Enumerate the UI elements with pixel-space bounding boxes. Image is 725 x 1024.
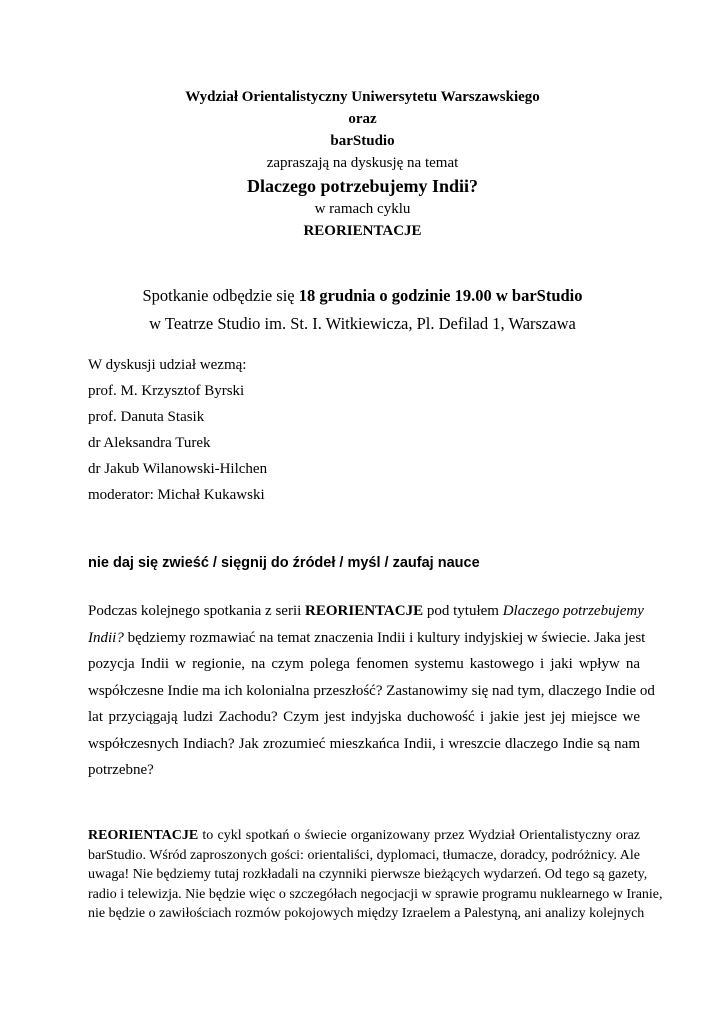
text-run: to cykl spotkań o świecie organizowany przez Wydział Orientalistyczny oraz xyxy=(198,828,640,843)
text-run: będziemy rozmawiać na temat znaczenia Indii i kultury indyjskiej w świecie. Jaka jest xyxy=(123,629,646,646)
series-name: REORIENTACJE xyxy=(303,223,422,239)
paragraph-line: nie będzie o zawiłościach rozmów pokojowych między Izraelem a Palestyną, ani analizy kolejnych xyxy=(88,906,645,921)
participant-4: dr Jakub Wilanowski-Hilchen xyxy=(88,461,268,477)
series-intro: w ramach cyklu xyxy=(314,201,411,217)
paragraph-line xyxy=(88,625,646,652)
title-inline: Dlaczego potrzebujemy xyxy=(502,603,644,619)
paragraph-line xyxy=(88,826,640,846)
paragraph-line: radio i telewizja. Nie będzie więc o szczegółach negocjacji w sprawie programu nuklearnego w Iranie, xyxy=(88,886,663,902)
meeting-when-where: 18 grudnia o godzinie 19.00 w barStudio xyxy=(298,286,583,305)
paragraph-line xyxy=(88,598,644,625)
meeting-prefix: Spotkanie odbędzie się xyxy=(142,286,299,305)
participant-3: dr Aleksandra Turek xyxy=(88,435,211,451)
conjunction: oraz xyxy=(348,111,377,127)
paragraph-line: uwaga! Nie będziemy tutaj rozkładali na czynniki pierwsze bieżących wydarzeń. Od tego są gazety, xyxy=(88,867,648,882)
participant-2: prof. Danuta Stasik xyxy=(88,409,205,425)
paragraph-line: barStudio. Wśród zaproszonych gości: orientaliści, dyplomaci, tłumacze, doradcy, podróżnicy. Ale xyxy=(88,847,640,863)
meeting-time-line xyxy=(0,282,725,310)
paragraph-line: współczesnych Indiach? Jak zrozumieć mieszkańca Indii, i wreszcie dlaczego Indie są nam xyxy=(88,735,640,752)
meeting-address: w Teatrze Studio im. St. I. Witkiewicza, Pl. Defilad 1, Warszawa xyxy=(149,314,576,333)
participants-intro: W dyskusji udział wezmą: xyxy=(88,357,247,373)
text-run: Podczas kolejnego spotkania z serii xyxy=(88,603,306,619)
organizer-faculty: Wydział Orientalistyczny Uniwersytetu Warszawskiego xyxy=(185,89,540,105)
text-run: pod tytułem xyxy=(423,603,503,619)
description-paragraph xyxy=(88,598,655,784)
series-name-inline: REORIENTACJE xyxy=(305,603,424,619)
slogan: nie daj się zwieść / sięgnij do źródeł / myśl / zaufaj nauce xyxy=(88,555,480,571)
participants-list xyxy=(88,352,267,508)
title-inline: Indii? xyxy=(88,629,124,646)
invitation-text: zapraszają na dyskusję na temat xyxy=(266,155,459,171)
paragraph-line: potrzebne? xyxy=(88,762,154,778)
paragraph-line: współczesne Indie ma ich kolonialna przeszłość? Zastanowimy się nad tym, dlaczego Indie od xyxy=(88,682,655,699)
series-name-inline: REORIENTACJE xyxy=(88,828,199,843)
invitation-header xyxy=(0,86,725,242)
paragraph-line: lat przyciągają ludzi Zachodu? Czym jest indyjska duchowość i jakie jest jej miejsce we xyxy=(88,709,640,725)
series-description-paragraph xyxy=(88,826,663,924)
paragraph-line: pozycja Indii w regionie, na czym polega fenomen systemu kastowego i jaki wpływ na xyxy=(88,656,640,672)
participant-1: prof. M. Krzysztof Byrski xyxy=(88,383,245,399)
organizer-barstudio: barStudio xyxy=(330,133,395,149)
discussion-title: Dlaczego potrzebujemy Indii? xyxy=(247,176,478,196)
meeting-details xyxy=(0,282,725,338)
moderator: moderator: Michał Kukawski xyxy=(88,487,265,503)
